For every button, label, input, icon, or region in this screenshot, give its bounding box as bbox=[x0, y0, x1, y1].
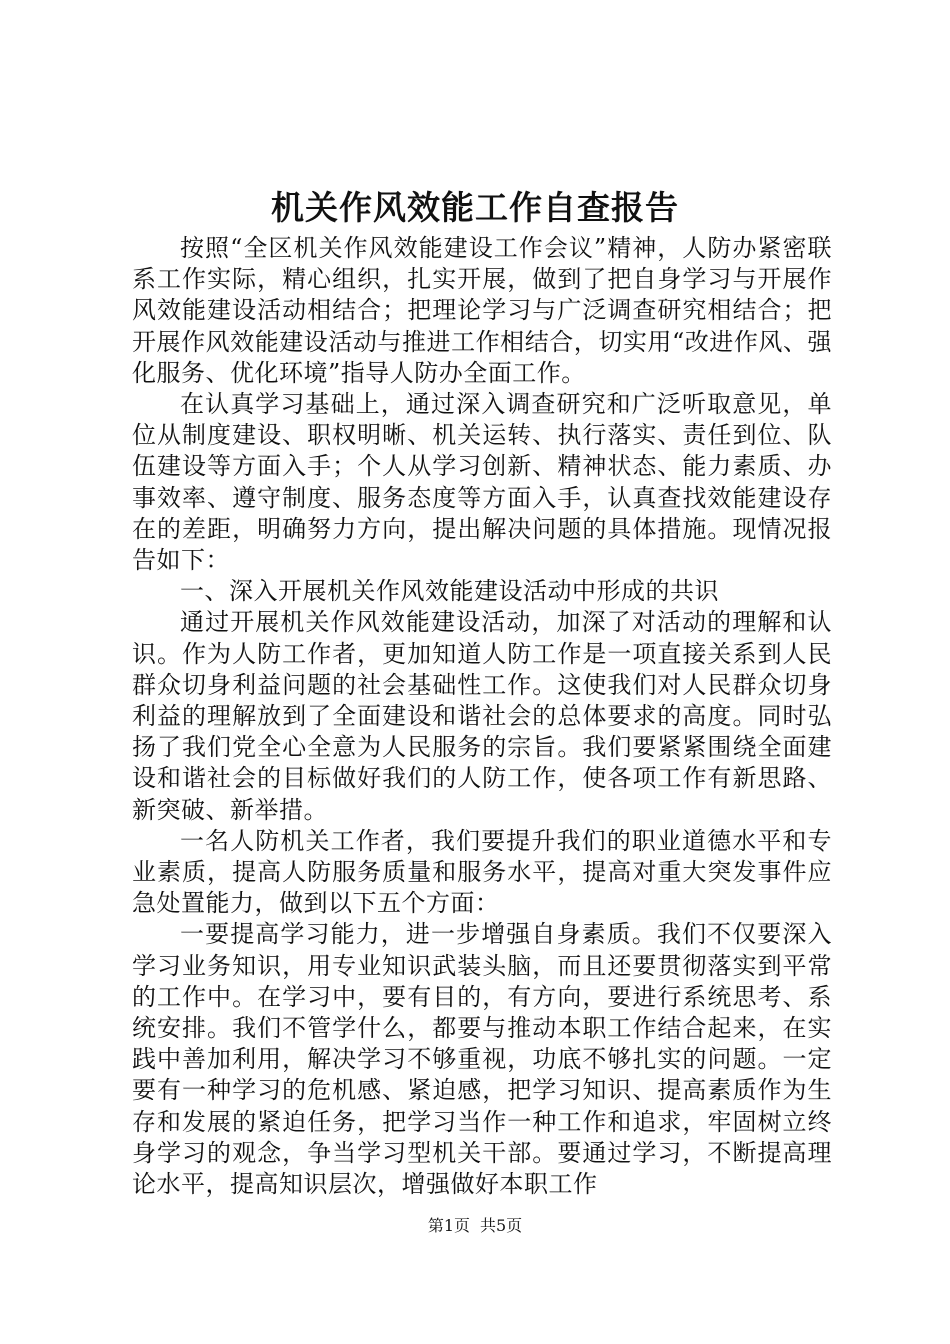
document-body bbox=[132, 233, 832, 1200]
paragraph-intro: 按照“全区机关作风效能建设工作会议”精神，人防办紧密联系工作实际，精心组织，扎实开展，做到了把自身学习与开展作风效能建设活动相结合；把理论学习与广泛调查研究相结合；把开展作风效能建设活动与推进工作相结合，切实用“改进作风、强化服务、优化环境”指导人防办全面工作。 bbox=[132, 234, 832, 387]
page-number-current: 第1页 bbox=[427, 1216, 470, 1235]
paragraph-learning-ability: 一要提高学习能力，进一步增强自身素质。我们不仅要深入学习业务知识，用专业知识武装头脑，而且还要贯彻落实到平常的工作中。在学习中，要有目的，有方向，要进行系统思考、系统安排。我们不管学什么，都要与推动本职工作结合起来，在实践中善加利用，解决学习不够重视，功底不够扎实的问题。一定要有一种学习的危机感、紧迫感，把学习知识、提高素质作为生存和发展的紧迫任务，把学习当作一种工作和追求，牢固树立终身学习的观念，争当学习型机关干部。要通过学习，不断提高理论水平，提高知识层次，增强做好本职工作 bbox=[132, 920, 832, 1199]
page-footer bbox=[0, 1214, 950, 1238]
page-number-total: 共5页 bbox=[480, 1216, 523, 1235]
paragraph-five-aspects: 一名人防机关工作者，我们要提升我们的职业道德水平和专业素质，提高人防服务质量和服务水平，提高对重大突发事件应急处置能力，做到以下五个方面： bbox=[132, 826, 832, 918]
paragraph-method: 在认真学习基础上，通过深入调查研究和广泛听取意见，单位从制度建设、职权明晰、机关运转、执行落实、责任到位、队伍建设等方面入手；个人从学习创新、精神状态、能力素质、办事效率、遵守制度、服务态度等方面入手，认真查找效能建设存在的差距，明确努力方向，提出解决问题的具体措施。现情况报告如下： bbox=[132, 390, 832, 575]
section-heading-1: 一、深入开展机关作风效能建设活动中形成的共识 bbox=[180, 577, 719, 606]
document-title: 机关作风效能工作自查报告 bbox=[271, 188, 679, 227]
paragraph-consensus: 通过开展机关作风效能建设活动，加深了对活动的理解和认识。作为人防工作者，更加知道人防工作是一项直接关系到人民群众切身利益问题的社会基础性工作。这使我们对人民群众切身利益的理解放到了全面建设和谐社会的总体要求的高度。同时弘扬了我们党全心全意为人民服务的宗旨。我们要紧紧围绕全面建设和谐社会的目标做好我们的人防工作，使各项工作有新思路、新突破、新举措。 bbox=[132, 608, 832, 824]
